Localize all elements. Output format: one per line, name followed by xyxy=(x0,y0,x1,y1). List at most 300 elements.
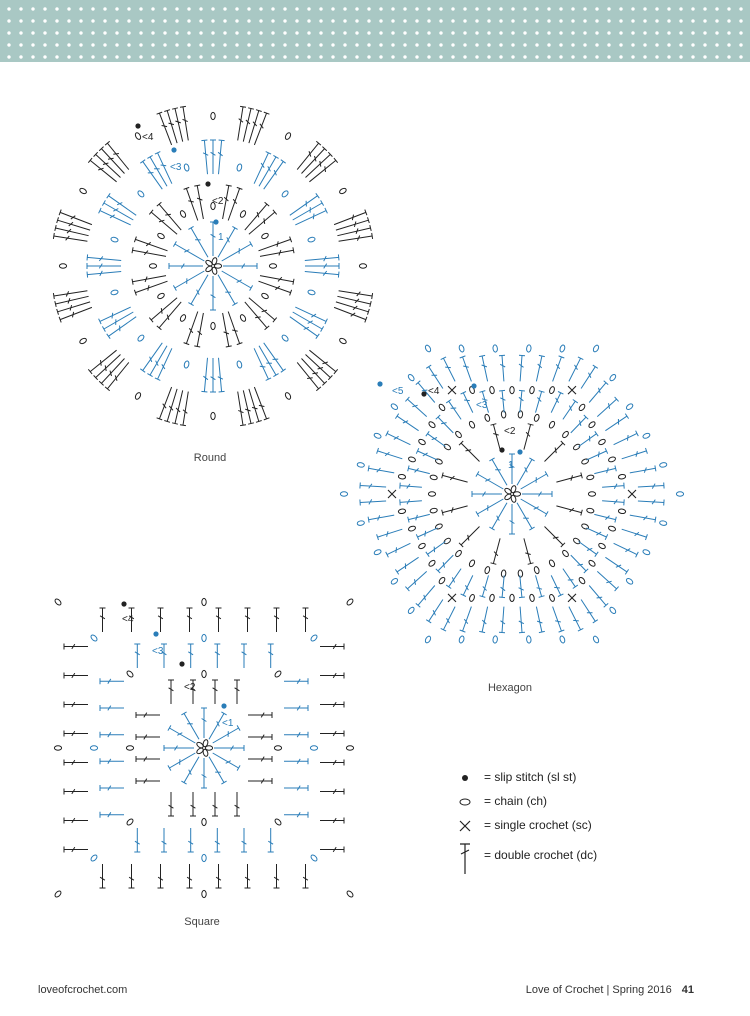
double-crochet-stitch xyxy=(320,702,344,708)
chain-stitch xyxy=(428,559,436,567)
double-crochet-stitch xyxy=(476,499,503,517)
double-crochet-stitch xyxy=(100,785,124,791)
chain-stitch xyxy=(493,345,498,353)
single-crochet-stitch xyxy=(448,594,456,602)
double-crochet-stitch xyxy=(187,864,193,888)
double-crochet-stitch xyxy=(136,778,160,784)
double-crochet-stitch xyxy=(489,503,507,530)
double-crochet-stitch xyxy=(480,575,489,597)
double-crochet-stitch xyxy=(446,569,461,589)
double-crochet-stitch xyxy=(320,818,344,824)
chain-stitch xyxy=(454,430,462,438)
chain-stitch xyxy=(261,292,269,299)
chain-stitch xyxy=(359,264,366,268)
chain-stitch xyxy=(202,670,206,677)
row-label: <5 xyxy=(392,386,404,397)
chain-stitch xyxy=(236,360,242,368)
double-crochet-stitch xyxy=(274,864,280,888)
double-crochet-stitch xyxy=(181,712,199,739)
double-crochet-stitch xyxy=(218,140,225,174)
double-crochet-stitch xyxy=(594,514,616,522)
row-label: <3 xyxy=(170,162,182,173)
double-crochet-stitch xyxy=(460,356,472,382)
chain-stitch xyxy=(239,314,246,322)
double-crochet-stitch xyxy=(551,392,563,413)
double-crochet-stitch xyxy=(214,828,220,852)
chain-stitch xyxy=(339,187,347,194)
double-crochet-stitch xyxy=(243,108,254,142)
double-crochet-stitch xyxy=(57,217,90,230)
chain-stitch xyxy=(54,890,62,898)
double-crochet-stitch xyxy=(386,431,411,445)
double-crochet-stitch xyxy=(597,571,618,591)
double-crochet-stitch xyxy=(295,208,327,225)
chain-stitch xyxy=(202,890,206,897)
row-label: <2 xyxy=(504,426,516,437)
slip-stitch-mark xyxy=(179,661,184,666)
double-crochet-stitch xyxy=(249,298,277,322)
chain-stitch xyxy=(137,334,145,342)
slip-stitch-mark xyxy=(121,601,126,606)
chain-stitch xyxy=(346,598,354,606)
double-crochet-stitch xyxy=(524,538,534,564)
chain-stitch xyxy=(438,576,446,584)
chain-stitch xyxy=(261,232,269,239)
double-crochet-stitch xyxy=(222,271,253,291)
double-crochet-stitch xyxy=(305,263,339,269)
double-crochet-stitch xyxy=(581,600,598,623)
double-crochet-stitch xyxy=(426,365,443,388)
double-crochet-stitch xyxy=(64,731,88,737)
chain-icon xyxy=(456,792,474,816)
chain-stitch xyxy=(458,344,465,352)
chain-stitch xyxy=(659,462,667,468)
chain-stitch xyxy=(211,112,215,119)
chain-stitch xyxy=(281,190,289,198)
chain-stitch xyxy=(90,854,98,862)
slip-stitch-icon xyxy=(456,768,474,792)
chain-stitch xyxy=(501,411,506,419)
square-caption: Square xyxy=(184,916,220,928)
double-crochet-stitch xyxy=(519,355,525,381)
double-crochet-stitch xyxy=(377,529,403,540)
double-crochet-stitch xyxy=(158,608,164,632)
double-crochet-stitch xyxy=(426,600,443,623)
double-crochet-stitch xyxy=(581,365,598,388)
double-crochet-stitch xyxy=(168,753,195,771)
chain-stitch xyxy=(340,492,347,496)
chain-stitch xyxy=(126,746,133,750)
chain-stitch xyxy=(59,264,66,268)
double-crochet-stitch xyxy=(521,499,548,517)
double-crochet-stitch xyxy=(129,864,135,888)
chain-stitch xyxy=(211,322,215,329)
chain-stitch xyxy=(54,598,62,606)
double-crochet-stitch xyxy=(64,702,88,708)
double-crochet-stitch xyxy=(210,222,216,256)
double-crochet-stitch xyxy=(524,424,534,450)
double-crochet-stitch xyxy=(164,389,177,422)
chain-stitch xyxy=(578,403,586,411)
double-crochet-stitch xyxy=(248,734,272,740)
double-crochet-stitch xyxy=(140,343,162,373)
double-crochet-stitch xyxy=(149,298,177,322)
double-crochet-stitch xyxy=(136,756,160,762)
chain-stitch xyxy=(346,746,353,750)
chain-stitch xyxy=(149,264,156,268)
chain-stitch xyxy=(79,337,87,344)
chain-stitch xyxy=(484,414,490,422)
double-crochet-stitch xyxy=(264,160,286,190)
chain-stitch xyxy=(211,412,215,419)
double-crochet-stitch xyxy=(210,276,216,310)
double-crochet-stitch xyxy=(336,302,369,315)
double-crochet-stitch xyxy=(556,506,582,516)
double-crochet-stitch xyxy=(622,448,648,459)
legend-single-crochet xyxy=(456,816,706,840)
chain-stitch xyxy=(572,537,580,545)
chain-stitch xyxy=(346,890,354,898)
chain-stitch xyxy=(518,411,523,419)
chain-stitch xyxy=(469,594,476,602)
double-crochet-stitch xyxy=(181,757,199,784)
stitch-legend xyxy=(456,768,706,876)
double-crochet-stitch xyxy=(320,789,344,795)
double-crochet-stitch xyxy=(579,542,599,557)
double-crochet-stitch xyxy=(405,397,426,417)
chain-stitch xyxy=(202,854,206,861)
chain-stitch xyxy=(284,392,291,400)
chain-stitch xyxy=(561,430,569,438)
double-crochet-stitch xyxy=(320,760,344,766)
double-crochet-stitch xyxy=(100,732,124,738)
double-crochet-stitch xyxy=(545,527,566,548)
double-crochet-stitch xyxy=(216,608,222,632)
double-crochet-stitch xyxy=(522,491,552,497)
chain-stitch xyxy=(454,549,462,557)
chain-stitch xyxy=(373,549,381,556)
chain-stitch xyxy=(625,577,633,585)
row-label: 1 xyxy=(508,460,514,471)
chain-stitch xyxy=(424,344,431,352)
double-crochet-stitch xyxy=(553,356,565,382)
double-crochet-stitch xyxy=(553,607,565,633)
slip-stitch-mark xyxy=(135,123,140,128)
double-crochet-stitch xyxy=(214,745,244,751)
double-crochet-stitch xyxy=(64,644,88,650)
double-crochet-stitch xyxy=(519,390,525,412)
double-crochet-stitch xyxy=(579,431,599,446)
double-crochet-stitch xyxy=(519,607,525,633)
slip-stitch-mark xyxy=(205,181,210,186)
double-crochet-stitch xyxy=(64,847,88,853)
double-crochet-stitch xyxy=(436,555,454,573)
double-crochet-stitch xyxy=(87,263,121,269)
double-crochet-stitch xyxy=(268,644,274,668)
double-crochet-stitch xyxy=(459,527,480,548)
double-crochet-stitch xyxy=(479,355,487,381)
double-crochet-stitch xyxy=(245,302,269,330)
double-crochet-stitch xyxy=(638,500,664,506)
slip-stitch-mark xyxy=(221,703,226,708)
single-crochet-icon xyxy=(456,816,474,840)
double-crochet-stitch xyxy=(64,673,88,679)
double-crochet-stitch xyxy=(426,542,446,557)
double-crochet-stitch xyxy=(248,756,272,762)
legend-slip-stitch xyxy=(456,768,706,792)
double-crochet-stitch xyxy=(99,307,131,324)
slip-stitch-mark xyxy=(499,447,504,452)
chain-stitch xyxy=(137,190,145,198)
page-number: 41 xyxy=(681,984,694,996)
double-crochet-stitch xyxy=(519,575,525,597)
double-crochet-stitch xyxy=(386,543,411,557)
double-crochet-stitch xyxy=(190,792,196,816)
double-crochet-stitch xyxy=(594,466,616,474)
chain-stitch xyxy=(468,559,475,567)
double-crochet-stitch xyxy=(303,864,309,888)
chain-stitch xyxy=(418,542,426,549)
double-crochet-stitch xyxy=(586,528,607,540)
double-crochet-stitch xyxy=(64,760,88,766)
double-crochet-stitch xyxy=(168,680,174,704)
chain-stitch xyxy=(592,344,599,352)
chain-stitch xyxy=(529,386,535,394)
chain-stitch xyxy=(79,187,87,194)
chain-stitch xyxy=(526,345,531,353)
chain-stitch xyxy=(518,570,523,578)
double-crochet-stitch xyxy=(187,608,193,632)
double-crochet-stitch xyxy=(64,818,88,824)
double-crochet-stitch xyxy=(216,864,222,888)
double-crochet-stitch xyxy=(241,828,247,852)
double-crochet-stitch xyxy=(87,254,121,261)
hexagon-caption: Hexagon xyxy=(487,682,533,694)
chain-stitch xyxy=(559,344,566,352)
double-crochet-stitch xyxy=(201,708,207,738)
double-crochet-stitch xyxy=(87,271,121,278)
legend-label: = single crochet (sc) xyxy=(484,818,592,832)
double-crochet-stitch xyxy=(446,400,461,420)
row-label: <1 xyxy=(222,718,234,729)
double-crochet-stitch xyxy=(218,275,238,306)
double-crochet-stitch xyxy=(254,348,271,380)
chain-stitch xyxy=(549,594,556,602)
chain-stitch xyxy=(310,854,318,862)
legend-chain xyxy=(456,792,706,816)
slip-stitch-mark xyxy=(171,147,176,152)
chain-stitch xyxy=(548,420,555,428)
chain-stitch xyxy=(443,537,451,545)
double-crochet-stitch xyxy=(248,712,272,718)
chain-stitch xyxy=(407,373,415,381)
double-crochet-stitch xyxy=(284,812,308,818)
double-crochet-stitch xyxy=(536,355,544,381)
double-crochet-stitch xyxy=(630,515,656,523)
double-crochet-stitch xyxy=(436,415,454,433)
double-crochet-stitch xyxy=(161,828,167,852)
chain-stitch xyxy=(428,421,436,429)
decorative-dotted-band xyxy=(0,0,750,62)
double-crochet-stitch xyxy=(173,271,204,291)
double-crochet-stitch xyxy=(134,644,140,668)
double-crochet-stitch xyxy=(134,828,140,852)
double-crochet-stitch xyxy=(536,391,545,413)
double-crochet-stitch xyxy=(188,226,208,257)
double-crochet-stitch xyxy=(395,557,418,574)
double-crochet-stitch xyxy=(602,499,624,505)
double-crochet-stitch xyxy=(622,529,648,540)
footer-issue xyxy=(526,984,694,996)
double-crochet-stitch xyxy=(442,473,468,483)
single-crochet-stitch xyxy=(448,386,456,394)
double-crochet-stitch xyxy=(107,193,137,215)
chain-stitch xyxy=(269,264,276,268)
double-crochet-stitch xyxy=(589,586,608,608)
chain-stitch xyxy=(179,210,186,218)
double-crochet-stitch xyxy=(368,465,394,473)
double-crochet-stitch xyxy=(234,680,240,704)
chain-stitch xyxy=(110,289,118,295)
double-crochet-stitch xyxy=(209,757,227,784)
double-crochet-stitch xyxy=(517,458,535,485)
double-crochet-stitch xyxy=(210,140,216,174)
double-crochet-stitch xyxy=(605,557,628,574)
double-crochet-stitch xyxy=(64,789,88,795)
double-crochet-stitch xyxy=(441,357,455,382)
double-crochet-stitch xyxy=(136,734,160,740)
chain-stitch xyxy=(533,414,539,422)
double-crochet-stitch xyxy=(400,483,422,489)
legend-label: = chain (ch) xyxy=(484,794,548,808)
row-label: <3 xyxy=(152,646,164,657)
chain-stitch xyxy=(510,594,514,601)
double-crochet-stitch xyxy=(274,608,280,632)
double-crochet-stitch xyxy=(157,302,181,330)
double-crochet-stitch xyxy=(249,110,262,143)
double-crochet-stitch xyxy=(491,424,501,450)
double-crochet-stitch xyxy=(442,506,468,516)
double-crochet-stitch xyxy=(245,864,251,888)
chain-stitch xyxy=(458,635,465,643)
chain-stitch xyxy=(307,237,315,243)
double-crochet-stitch xyxy=(320,644,344,650)
double-crochet-stitch xyxy=(589,381,608,403)
double-crochet-stitch xyxy=(169,263,203,269)
double-crochet-stitch xyxy=(268,828,274,852)
chain-stitch xyxy=(586,474,594,480)
footer-site: loveofcrochet.com xyxy=(38,984,128,996)
chain-stitch xyxy=(642,549,650,556)
double-crochet-stitch xyxy=(491,538,501,564)
chain-stitch xyxy=(408,525,416,532)
chain-stitch xyxy=(526,636,531,644)
slip-stitch-mark xyxy=(517,449,522,454)
chain-stitch xyxy=(202,634,206,641)
hexagon-chart xyxy=(324,328,696,668)
double-crochet-stitch xyxy=(556,473,582,483)
chain-stitch xyxy=(126,670,134,678)
chain-stitch xyxy=(398,509,406,514)
row-label: <3 xyxy=(476,400,488,411)
chain-stitch xyxy=(179,314,186,322)
double-crochet-stitch xyxy=(360,499,386,505)
chain-stitch xyxy=(134,392,141,400)
double-crochet-stitch xyxy=(614,543,639,557)
double-crochet-stitch xyxy=(212,680,218,704)
double-crochet-stitch xyxy=(210,358,216,392)
chain-stitch xyxy=(418,438,426,445)
chain-stitch xyxy=(281,334,289,342)
chain-stitch xyxy=(510,387,514,394)
double-crochet-stitch xyxy=(405,571,426,591)
round-caption: Round xyxy=(193,452,227,464)
footer-issue-date: | Spring 2016 xyxy=(606,984,672,996)
double-crochet-stitch xyxy=(638,483,664,489)
double-crochet-stitch xyxy=(213,753,240,771)
row-label: <4 xyxy=(142,132,154,143)
double-crochet-stitch xyxy=(569,357,583,382)
chain-stitch xyxy=(373,432,381,439)
slip-stitch-mark xyxy=(471,383,476,388)
chain-stitch xyxy=(357,520,365,526)
double-crochet-stitch xyxy=(461,575,473,596)
double-crochet-stitch xyxy=(100,608,106,632)
chain-stitch xyxy=(239,210,246,218)
double-crochet-stitch xyxy=(264,343,286,373)
chain-stitch xyxy=(676,492,683,496)
chain-stitch xyxy=(588,492,595,496)
chain-stitch xyxy=(274,670,282,678)
chain-stitch xyxy=(443,443,451,451)
chain-stitch xyxy=(357,462,365,468)
double-crochet-stitch xyxy=(499,355,505,381)
double-crochet-stitch xyxy=(499,607,505,633)
double-crochet-stitch xyxy=(284,758,308,764)
double-crochet-stitch xyxy=(426,431,446,446)
double-crochet-stitch xyxy=(472,491,502,497)
chain-stitch xyxy=(428,492,435,496)
double-crochet-stitch xyxy=(100,812,124,818)
slip-stitch-mark xyxy=(153,631,158,636)
single-crochet-stitch xyxy=(388,490,396,498)
legend-label: = slip stitch (sl st) xyxy=(484,770,577,784)
chain-stitch xyxy=(157,232,165,239)
double-crochet-stitch xyxy=(290,193,320,215)
chain-stitch xyxy=(572,443,580,451)
chain-stitch xyxy=(236,163,242,171)
double-crochet-stitch xyxy=(416,448,437,460)
chain-stitch xyxy=(501,570,506,578)
double-crochet-stitch xyxy=(569,607,583,632)
double-crochet-stitch xyxy=(100,864,106,888)
double-crochet-stitch xyxy=(630,465,656,473)
chain-stitch xyxy=(110,237,118,243)
double-crochet-stitch xyxy=(188,828,194,852)
double-crochet-stitch xyxy=(509,504,515,534)
chain-stitch xyxy=(468,420,475,428)
double-crochet-stitch xyxy=(360,483,386,489)
double-crochet-stitch xyxy=(100,705,124,711)
slip-stitch-mark xyxy=(377,381,382,386)
double-crochet-stitch xyxy=(149,210,177,234)
chain-stitch xyxy=(202,598,206,605)
chain-stitch xyxy=(489,594,495,602)
double-crochet-stitch xyxy=(290,317,320,339)
row-label: <4 xyxy=(428,386,440,397)
double-crochet-stitch xyxy=(460,607,472,633)
double-crochet-stitch xyxy=(571,415,588,433)
